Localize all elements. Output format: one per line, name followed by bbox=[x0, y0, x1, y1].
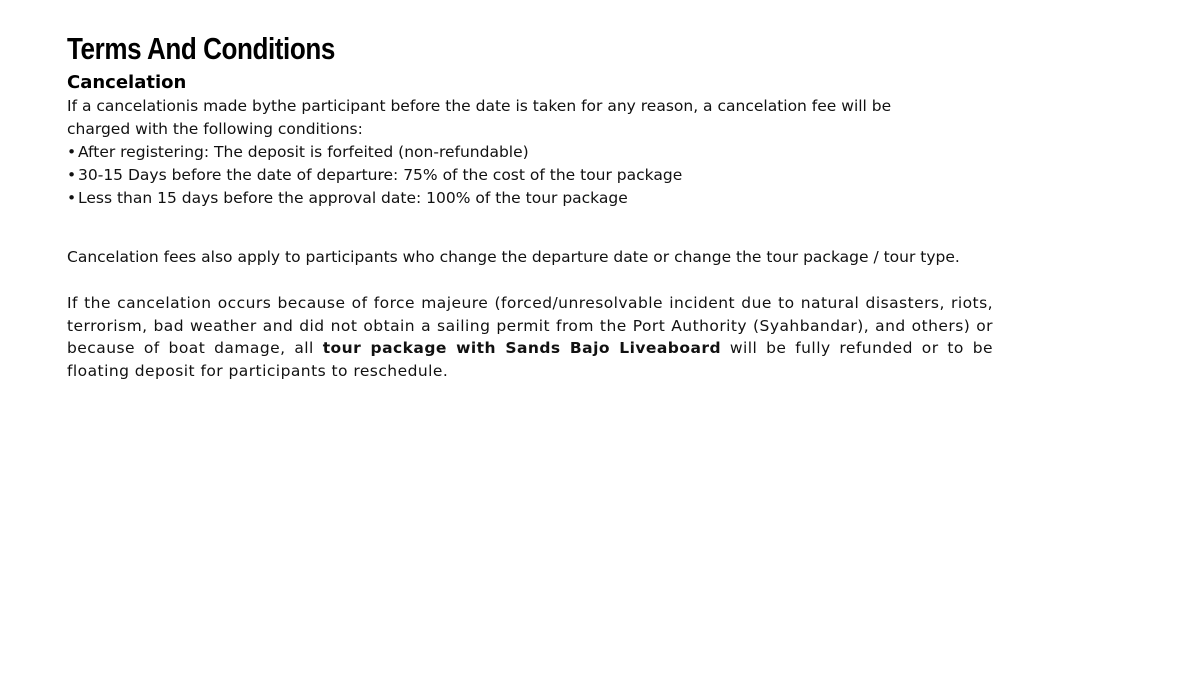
force-majeure-highlight: tour package with Sands Bajo Liveaboard bbox=[322, 339, 721, 357]
bullet-icon: • bbox=[67, 189, 77, 207]
spacer bbox=[67, 210, 993, 246]
section-heading-cancelation: Cancelation bbox=[67, 72, 187, 93]
change-fee-note: Cancelation fees also apply to participants who change the departure date or change the tour package / tour type. bbox=[67, 248, 960, 266]
condition-text: Less than 15 days before the approval date: 100% of the tour package bbox=[78, 189, 628, 207]
condition-text: 30-15 Days before the date of departure: 75% of the cost of the tour package bbox=[78, 166, 683, 184]
page-title: Terms And Conditions bbox=[67, 31, 335, 66]
force-majeure-paragraph bbox=[67, 292, 993, 382]
bullet-icon: • bbox=[67, 166, 77, 184]
cancelation-conditions-list bbox=[67, 141, 993, 210]
bullet-icon: • bbox=[67, 143, 77, 161]
force-majeure-text-start: If the cancelation occurs because of force majeure (forced/unresolvable incident due to natural disasters, riots, terrorism, bad weather and did not obtain a sailing permit from the Port Authority (Syahbandar), and others) or because of boat damage, all bbox=[67, 294, 993, 357]
force-majeure-text-end: will be fully refunded or to be floating deposit for participants to reschedule. bbox=[67, 339, 993, 380]
list-item bbox=[67, 187, 993, 210]
spacer bbox=[67, 269, 993, 292]
cancelation-intro: If a cancelationis made bythe participant before the date is taken for any reason, a cancelation fee will be charged with the following conditions: bbox=[67, 97, 892, 138]
list-item bbox=[67, 164, 993, 187]
terms-document bbox=[67, 30, 993, 382]
list-item bbox=[67, 141, 993, 164]
condition-text: After registering: The deposit is forfeited (non-refundable) bbox=[78, 143, 529, 161]
